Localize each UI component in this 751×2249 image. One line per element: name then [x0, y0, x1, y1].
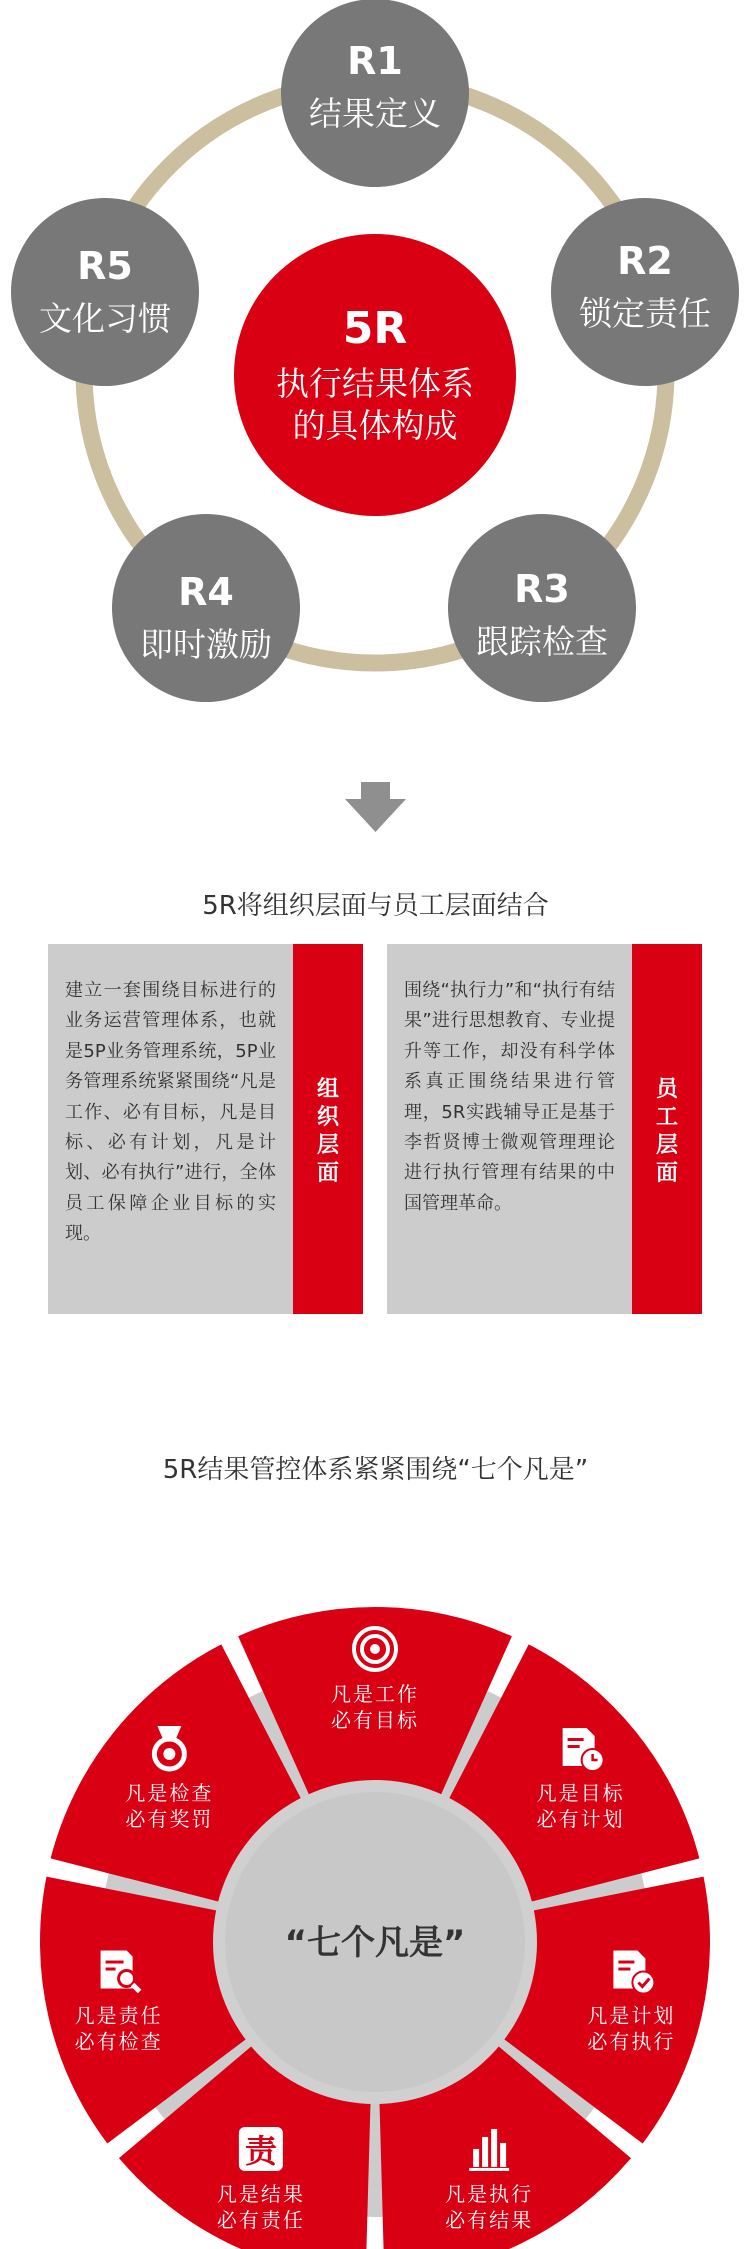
staff-level-panel — [387, 944, 632, 1314]
wheel-segment-label-1: 凡是检查 — [125, 1781, 214, 1806]
wheel-segment-label-2: 必有目标 — [331, 1708, 419, 1732]
target-icon — [354, 1628, 396, 1670]
responsibility-icon — [239, 2127, 283, 2171]
node-r5 — [11, 198, 199, 386]
node-r5-code: R5 — [77, 244, 133, 288]
wheel-segment-label-1: 凡是目标 — [536, 1781, 625, 1806]
node-r2-label: 锁定责任 — [579, 294, 711, 333]
wheel-segment-label-1: 凡是工作 — [331, 1682, 419, 1706]
node-r2 — [551, 198, 739, 386]
node-r3 — [448, 514, 636, 702]
staff-level-text: 围绕“执行力”和“执行有结果”进行思想教育、专业提升等工作，却没有科学体系真正围绕结果进行管理，5R实践辅导正是基于李哲贤博士微观管理理论进行执行管理有结果的中国管理革命。 — [404, 980, 615, 1214]
section-title-integration: 5R将组织层面与员工层面结合 — [202, 891, 549, 921]
wheel-segment-label-2: 必有责任 — [216, 2207, 305, 2232]
svg-text:责: 责 — [244, 2131, 277, 2170]
staff-level-bar — [632, 944, 702, 1314]
org-level-bar — [293, 944, 363, 1314]
wheel-hub-label: “七个凡是” — [284, 1923, 466, 1963]
org-level-label: 组织层面 — [316, 1077, 339, 1186]
org-level-text: 建立一套围绕目标进行的业务运营管理体系，也就是5P业务管理系统，5P业务管理系统紧紧围绕“凡是工作、必有目标，凡是目标、必有计划，凡是计划、必有执行”进行，全体员工保障企业目标的实现。 — [65, 980, 276, 1245]
node-r1-label: 结果定义 — [309, 94, 441, 133]
org-level-panel — [48, 944, 293, 1314]
wheel-segment-label-1: 凡是计划 — [587, 2003, 676, 2028]
staff-level-label: 员工层面 — [655, 1077, 678, 1186]
wheel-segment-label-2: 必有结果 — [445, 2207, 534, 2232]
center-node — [234, 234, 516, 516]
center-title: 5R — [342, 303, 408, 354]
seven-segments-wheel — [0, 1530, 751, 2249]
node-r5-label: 文化习惯 — [39, 299, 171, 338]
center-line-1: 执行结果体系 — [276, 364, 474, 403]
node-r3-code: R3 — [514, 567, 570, 611]
node-r2-code: R2 — [617, 239, 673, 283]
node-r1-code: R1 — [347, 39, 403, 83]
node-r1 — [281, 0, 469, 187]
five-r-diagram — [0, 0, 751, 760]
node-r4-code: R4 — [178, 570, 234, 614]
node-r4-label: 即时激励 — [140, 625, 272, 664]
wheel-segment-label-1: 凡是执行 — [445, 2181, 534, 2206]
wheel-segment-label-2: 必有检查 — [74, 2029, 163, 2054]
wheel-segment-label-2: 必有奖罚 — [125, 1807, 214, 1832]
wheel-segment-label-1: 凡是责任 — [74, 2003, 163, 2028]
node-r3-label: 跟踪检查 — [476, 622, 608, 661]
node-r4 — [112, 514, 300, 702]
wheel-segment-label-2: 必有计划 — [536, 1807, 625, 1832]
wheel-segment-label-2: 必有执行 — [587, 2029, 676, 2054]
down-arrow-icon — [0, 770, 751, 840]
wheel-segment-label-1: 凡是结果 — [216, 2181, 305, 2206]
section-title-seven: 5R结果管控体系紧紧围绕“七个凡是” — [162, 1455, 589, 1485]
center-line-2: 的具体构成 — [292, 406, 458, 445]
